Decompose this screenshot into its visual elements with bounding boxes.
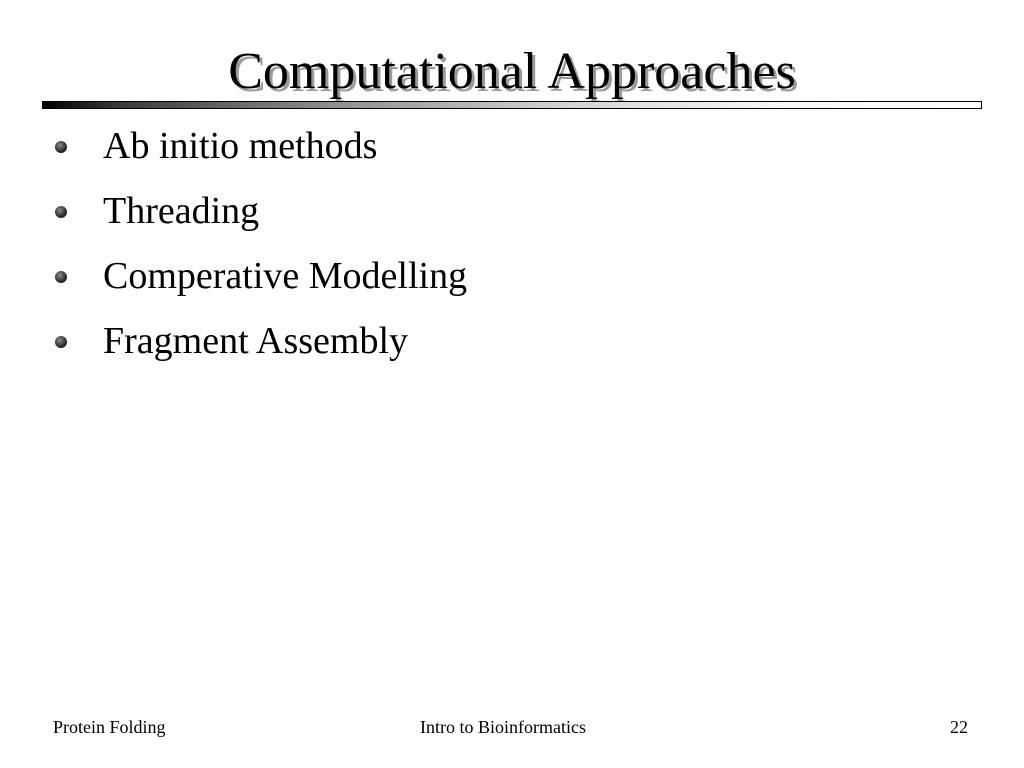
bullet-list <box>55 122 467 382</box>
list-item <box>55 187 467 252</box>
bullet-icon <box>55 141 67 153</box>
bullet-text: Threading <box>103 190 260 232</box>
bullet-icon <box>55 271 67 283</box>
bullet-text: Ab initio methods <box>103 125 378 167</box>
bullet-text: Comperative Modelling <box>103 255 468 297</box>
title-divider <box>42 101 982 109</box>
list-item <box>55 122 467 187</box>
page-number: 22 <box>950 717 968 737</box>
bullet-icon <box>55 206 67 218</box>
footer-topic: Protein Folding <box>53 717 166 737</box>
bullet-icon <box>55 336 67 348</box>
list-item <box>55 252 467 317</box>
footer-course: Intro to Bioinformatics <box>420 717 586 737</box>
list-item <box>55 317 467 382</box>
slide-title: Computational Approaches <box>228 43 796 100</box>
bullet-text: Fragment Assembly <box>103 320 409 362</box>
